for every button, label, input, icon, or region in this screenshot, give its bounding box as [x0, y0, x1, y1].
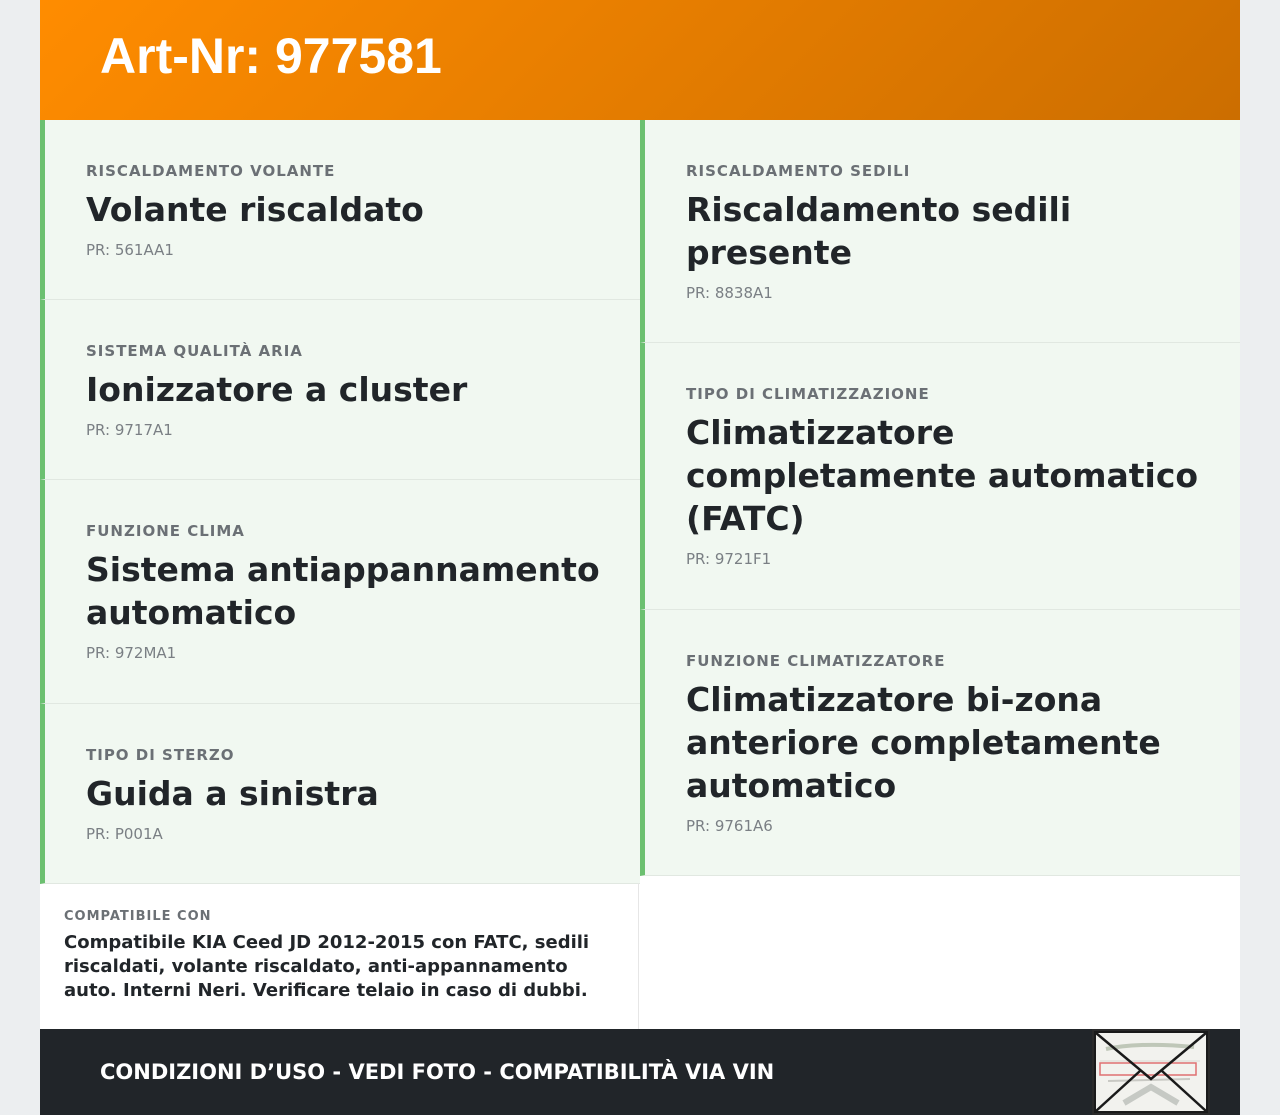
article-number-title: Art-Nr: 977581	[100, 28, 442, 84]
feature-value: Volante riscaldato	[86, 190, 424, 229]
feature-label: RISCALDAMENTO SEDILI	[686, 162, 911, 180]
feature-label: RISCALDAMENTO VOLANTE	[86, 162, 336, 180]
feature-pr-code: PR: 8838A1	[686, 284, 773, 302]
compatibility-text: Compatibile KIA Ceed JD 2012-2015 con FATC, sedili riscaldati, volante riscaldato, anti-appannamento auto. Interni Neri. Verificare telaio in caso di dubbi.	[64, 932, 590, 1001]
feature-value: Riscaldamento sedili presente	[686, 190, 1072, 272]
feature-pr-code: PR: 9721F1	[686, 550, 772, 568]
feature-card-seat-heating	[640, 120, 1240, 343]
feature-value: Sistema antiappannamento automatico	[86, 550, 600, 632]
product-sheet	[40, 0, 1240, 1115]
feature-pr-code: PR: 9761A6	[686, 817, 773, 835]
feature-card-air-quality	[40, 300, 640, 480]
compatibility-section	[40, 883, 639, 1029]
feature-value: Ionizzatore a cluster	[86, 370, 468, 409]
feature-pr-code: PR: 561AA1	[86, 241, 174, 259]
feature-pr-code: PR: P001A	[86, 825, 163, 843]
feature-card-steering-type	[40, 704, 640, 884]
feature-card-air-conditioner-function	[640, 610, 1240, 876]
feature-pr-code: PR: 972MA1	[86, 644, 177, 662]
feature-label: TIPO DI STERZO	[86, 746, 235, 764]
feature-pr-code: PR: 9717A1	[86, 421, 173, 439]
feature-label: TIPO DI CLIMATIZZAZIONE	[686, 385, 930, 403]
header-banner	[40, 0, 1240, 120]
feature-value: Climatizzatore completamente automatico (FATC)	[686, 413, 1199, 538]
envelope-icon[interactable]	[1092, 1029, 1210, 1115]
feature-card-climate-function	[40, 480, 640, 704]
compatibility-label: COMPATIBILE CON	[64, 909, 212, 924]
feature-value: Climatizzatore bi-zona anteriore completamente automatico	[686, 680, 1161, 805]
feature-card-steering-wheel-heating	[40, 120, 640, 300]
features-left-column	[40, 120, 640, 884]
feature-label: SISTEMA QUALITÀ ARIA	[86, 342, 303, 360]
features-right-column	[640, 120, 1240, 876]
feature-card-climate-type	[640, 343, 1240, 610]
feature-label: FUNZIONE CLIMA	[86, 522, 245, 540]
footer-bar	[40, 1029, 1240, 1115]
feature-label: FUNZIONE CLIMATIZZATORE	[686, 652, 946, 670]
footer-links[interactable]: CONDIZIONI D’USO - VEDI FOTO - COMPATIBILITÀ VIA VIN	[100, 1060, 775, 1084]
envelope-icon-graphic	[1094, 1031, 1208, 1113]
feature-value: Guida a sinistra	[86, 774, 379, 813]
